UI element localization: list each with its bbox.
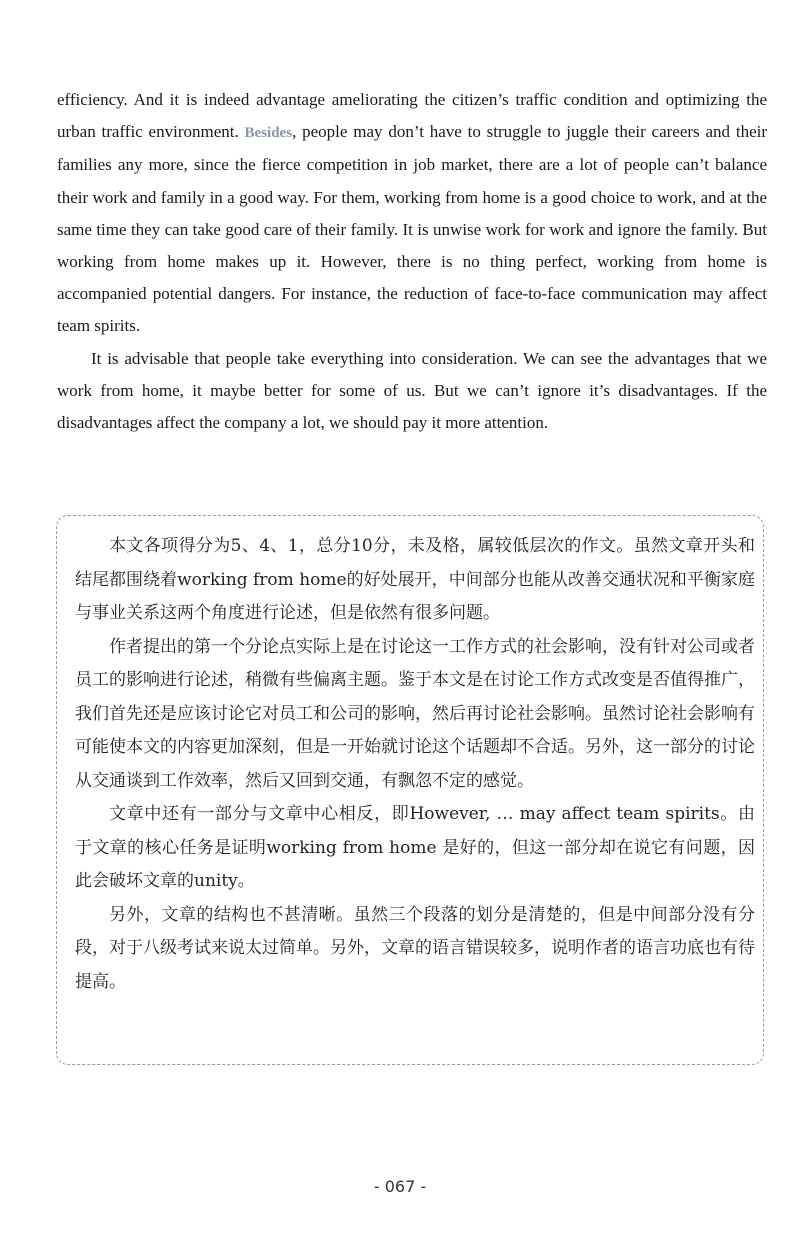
essay-paragraph-1-start: efficiency. And it is indeed advantage ameliorating the citizen’s traffic condition and optimizing the urban traffic environment. — [57, 90, 767, 142]
essay-paragraph-2: It is advisable that people take everything into consideration. We can see the advantages that we work from home, it maybe better for some of us. But we can’t ignore it’s disadvantages. If the disadvantages affect the company a lot, we should pay it more attention. — [57, 348, 767, 433]
comment-paragraph-3: 文章中还有一部分与文章中心相反，即However, … may affect team spirits。由于文章的核心任务是证明working from home 是好的，但这一部分却在说它有问题，因此会破坏文章的unity。 — [75, 804, 755, 891]
besides-word: Besides — [244, 125, 293, 142]
page-number: - 067 - — [373, 1177, 427, 1196]
comment-paragraph-1: 本文各项得分为5、4、1，总分10分，未及格，属较低层次的作文。虽然文章开头和结尾都围绕着working from home的好处展开，中间部分也能从改善交通状况和平衡家庭与事业关系这两个角度进行论述，但是依然有很多问题。 — [75, 536, 755, 623]
comment-paragraph-4: 另外，文章的结构也不甚清晰。虽然三个段落的划分是清楚的，但是中间部分没有分段，对于八级考试来说太过简单。另外，文章的语言错误较多，说明作者的语言功底也有待提高。 — [75, 904, 755, 992]
comment-paragraph-2: 作者提出的第一个分论点实际上是在讨论这一工作方式的社会影响，没有针对公司或者员工的影响进行论述，稍微有些偏离主题。鉴于本文是在讨论工作方式改变是否值得推广，我们首先还是应该讨论它对员工和公司的影响，然后再讨论社会影响。虽然讨论社会影响有可能使本文的内容更加深刻，但是一开始就讨论这个话题却不合适。另外，这一部分的讨论从交通谈到工作效率，然后又回到交通，有飘忽不定的感觉。 — [75, 636, 755, 791]
essay-text — [57, 84, 767, 439]
essay-paragraph-1-end: , people may don’t have to struggle to juggle their careers and their families any more, since the fierce competition in job market, there are a lot of people can’t balance their work and family in a good way. For them, working from home is a good choice to work, and at the same time they can take good care of their family. It is unwise work for work and ignore the family. But working from home makes up it. However, there is no thing perfect, working from home is accompanied potential dangers. For instance, the reduction of face-to-face communication may affect team spirits. — [57, 122, 768, 336]
essay-paragraph-1 — [57, 84, 767, 343]
commentary-text — [75, 530, 755, 999]
